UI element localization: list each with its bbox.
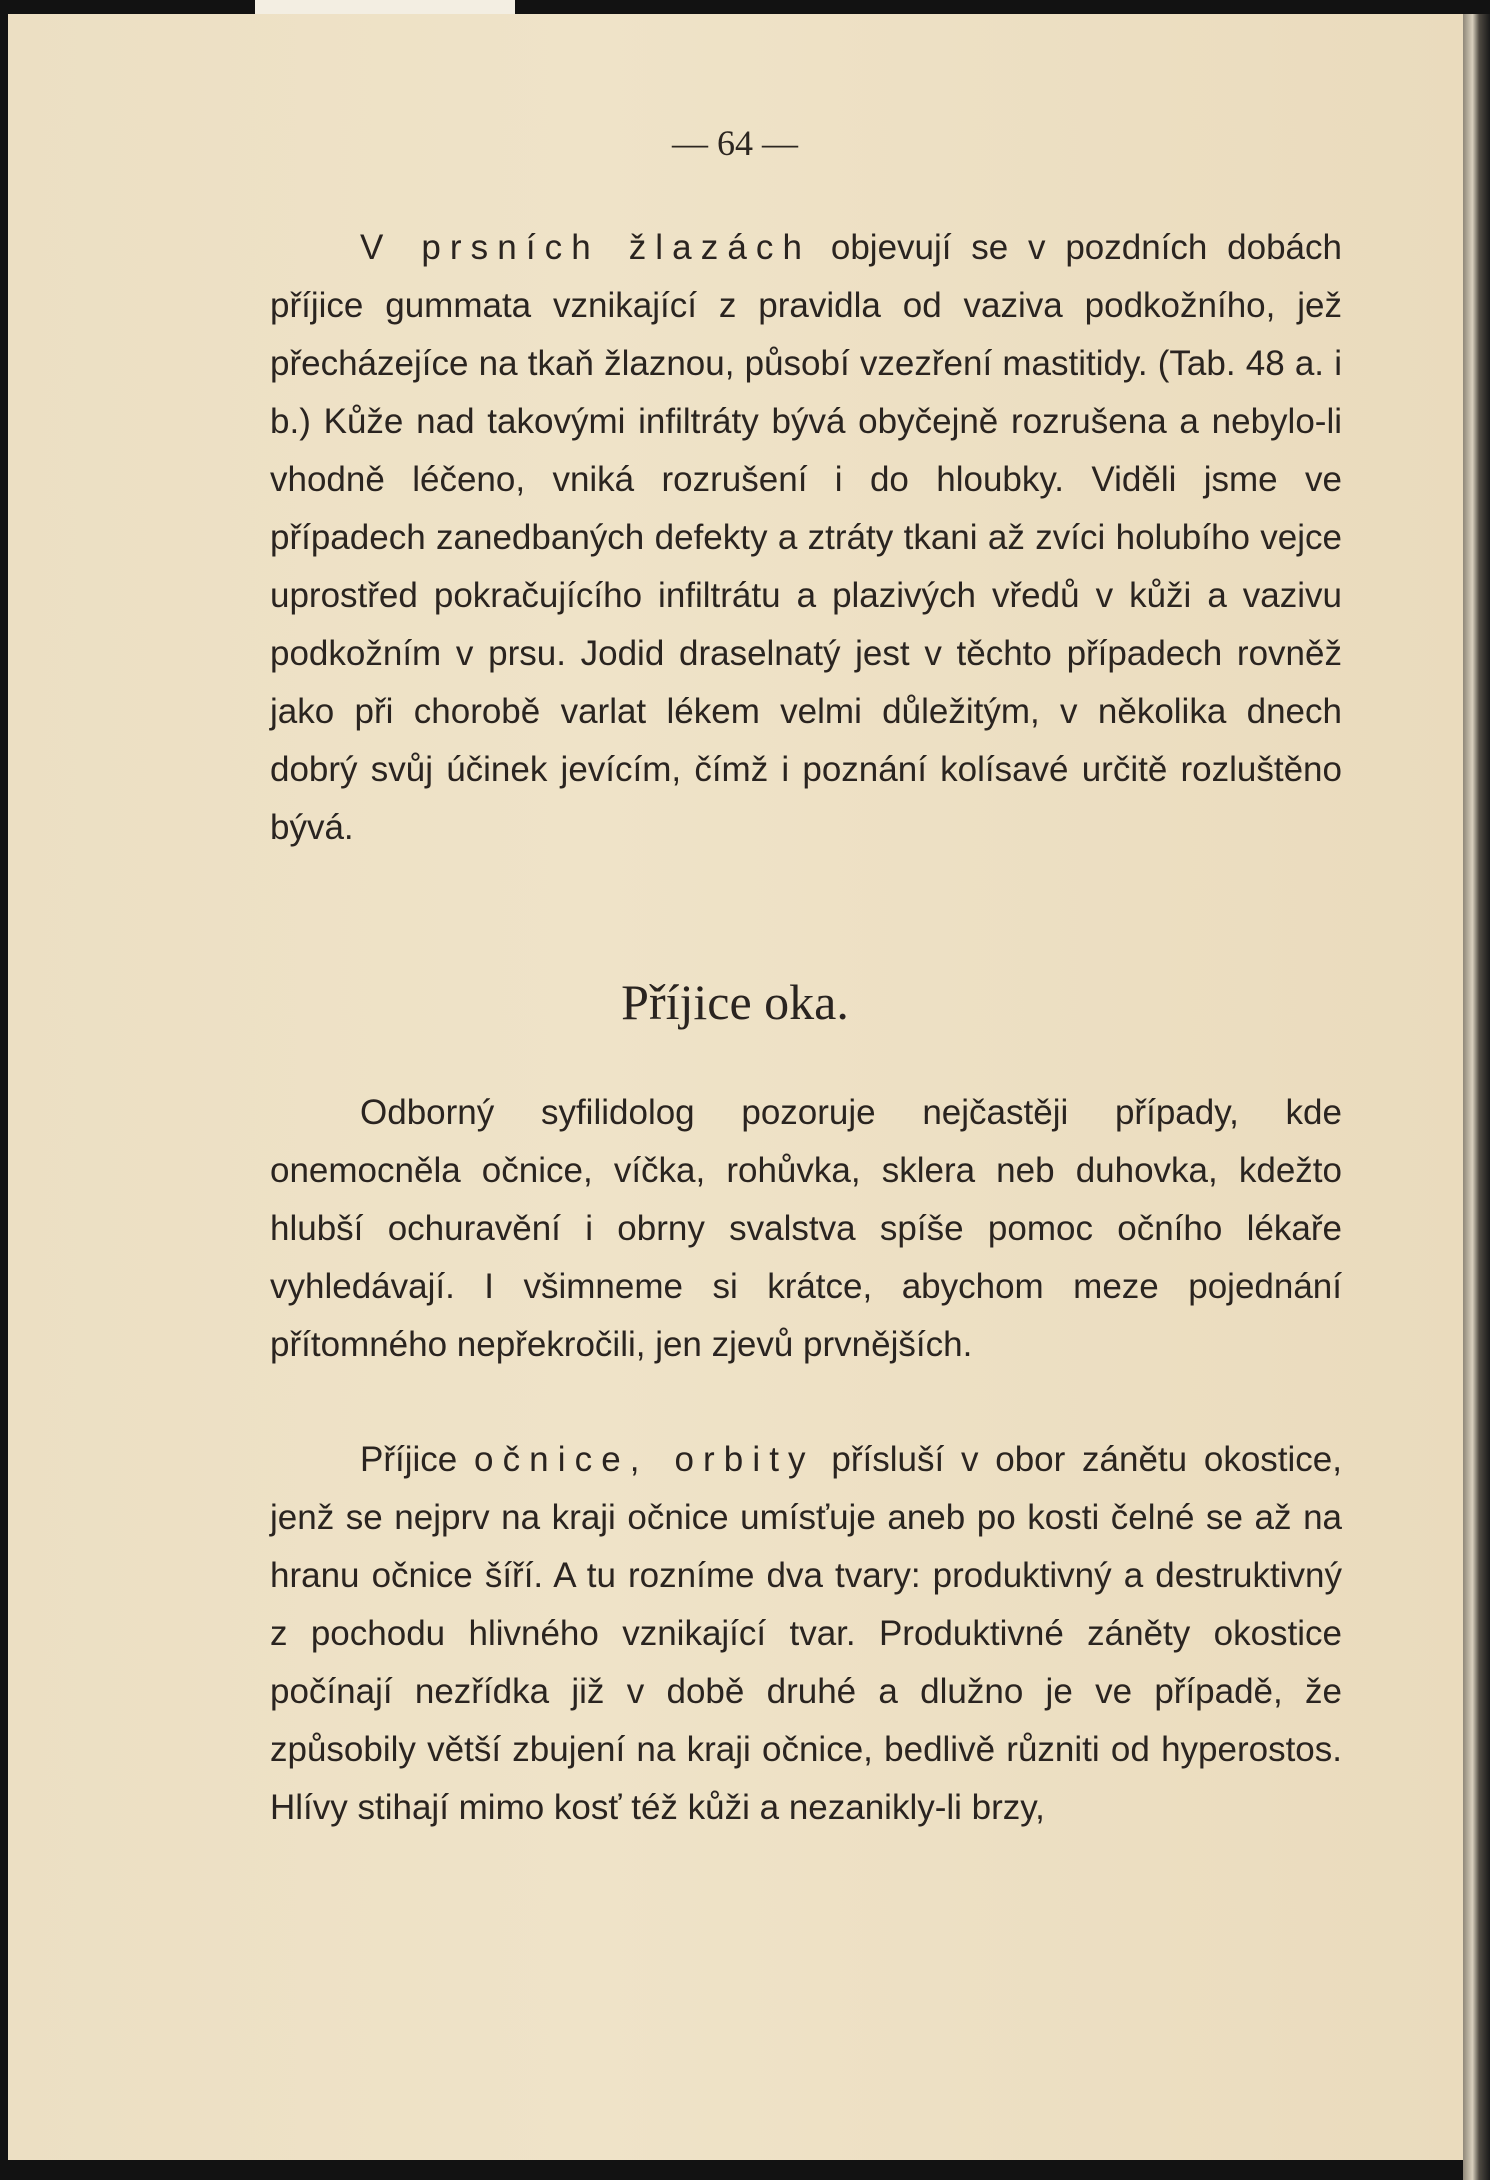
page-number: — 64 — [672, 123, 798, 163]
section-heading: Příjice oka. [621, 974, 849, 1030]
paragraph-orbit [270, 1431, 1342, 1837]
paragraph-prefix: Příjice [360, 1440, 474, 1479]
paragraph-text: přísluší v obor zánětu okostice, jenž se nejprv na kraji očnice umísťuje aneb po kosti čelné se až na hranu očnice šíří. A tu rozníme dva tvary: produktivný a destruktivný z pochodu hlivného vznikající tvar. Produktivné záněty okostice počínají nezřídka již v době druhé a dlužno je ve případě, že způsobily větší zbujení na kraji očnice, bedlivě různiti od hyperostos. Hlívy stihají mimo kosť též kůži a nezanikly-li brzy, [270, 1440, 1342, 1827]
paragraph-text: objevují se v pozdních dobách příjice gummata vznikající z pravidla od vaziva podkožního, jež přecházejíce na tkaň žlaznou, působí vzezření mastitidy. (Tab. 48 a. i b.) Kůže nad takovými infiltráty bývá obyčejně rozrušena a nebylo-li vhodně léčeno, vniká rozrušení i do hloubky. Viděli jsme ve případech zanedbaných defekty a ztráty tkani až zvíci holubího vejce uprostřed pokračujícího infiltrátu a plazivých vředů v kůži a vazivu podkožním v prsu. Jodid draselnatý jest v těchto případech rovněž jako při chorobě varlat lékem velmi důležitým, v několika dnech dobrý svůj účinek jevícím, čímž i poznání kolísavé určitě rozluštěno bývá. [270, 228, 1342, 847]
paragraph-breast-glands [270, 219, 1342, 857]
paragraph-syphilidologist: Odborný syfilidolog pozoruje nejčastěji případy, kde onemocněla očnice, víčka, rohůvka, sklera neb duhovka, kdežto hlubší ochuravění i obrny svalstva spíše pomoc očního lékaře vyhledávají. I všimneme si krátce, abychom meze pojednání přítomného nepřekročili, jen zjevů prvnějších. [270, 1093, 1342, 1364]
page-top-edge [255, 0, 515, 14]
book-binding-edge [1463, 14, 1490, 2180]
spaced-term: očnice, orbity [474, 1440, 815, 1479]
spaced-term: V prsních žlazách [360, 228, 812, 267]
